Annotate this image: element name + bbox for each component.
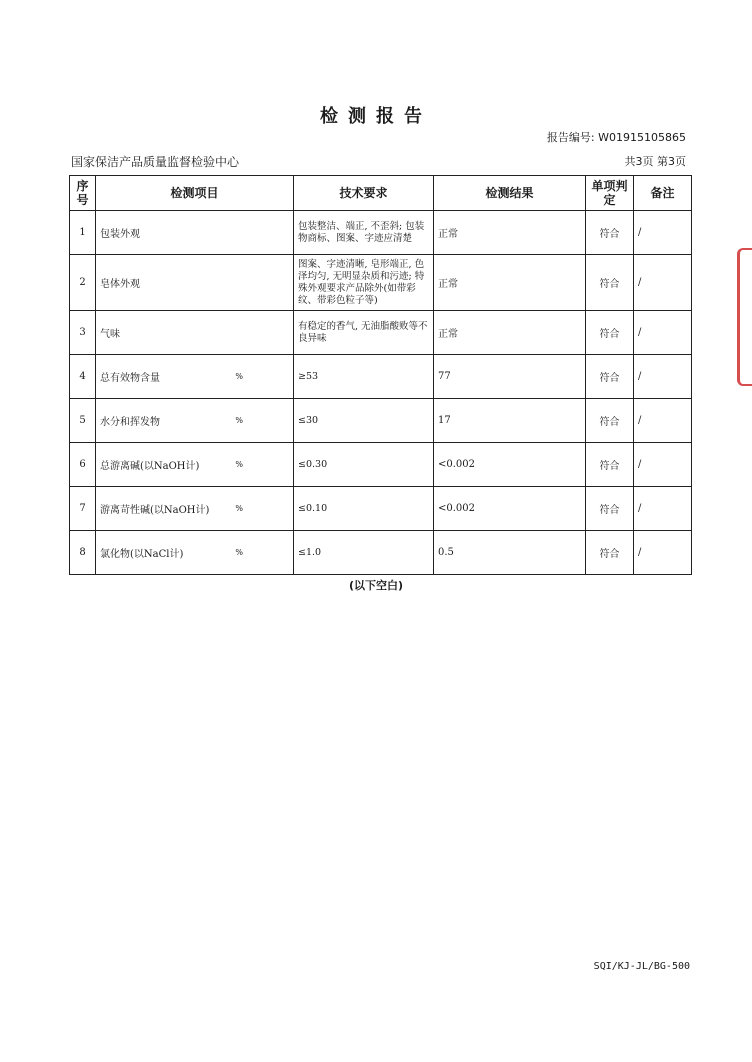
row-item-label: 氯化物(以NaCl计): [100, 549, 184, 560]
row-result: 正常: [434, 211, 586, 255]
column-header-seq: 序号: [70, 176, 96, 211]
row-seq: 7: [70, 487, 96, 531]
row-result: <0.002: [434, 487, 586, 531]
seal-stamp-edge: [737, 248, 752, 386]
row-note: /: [634, 311, 692, 355]
row-note: /: [634, 443, 692, 487]
row-item-label: 包装外观: [100, 229, 140, 240]
row-result: 正常: [434, 255, 586, 311]
report-number: 报告编号: W01915105865: [546, 131, 686, 144]
row-requirement: ≤0.10: [294, 487, 434, 531]
row-seq: 1: [70, 211, 96, 255]
row-note: /: [634, 211, 692, 255]
row-item: [96, 531, 294, 575]
row-item-label: 总有效物含量: [100, 373, 160, 384]
row-note: /: [634, 487, 692, 531]
row-item: [96, 311, 294, 355]
row-verdict: 符合: [586, 311, 634, 355]
table-row: [70, 311, 692, 355]
form-code: SQI/KJ-JL/BG-500: [593, 961, 690, 972]
column-header-result: 检测结果: [434, 176, 586, 211]
row-unit: %: [235, 548, 243, 557]
row-item: [96, 355, 294, 399]
row-requirement: ≤30: [294, 399, 434, 443]
row-requirement: ≤1.0: [294, 531, 434, 575]
row-seq: 5: [70, 399, 96, 443]
row-item: [96, 443, 294, 487]
row-item-label: 水分和挥发物: [100, 417, 160, 428]
row-requirement: 包装整洁、端正, 不歪斜; 包装物商标、图案、字迹应清楚: [294, 211, 434, 255]
row-item: [96, 487, 294, 531]
row-requirement: 有稳定的香气, 无油脂酸败等不良异味: [294, 311, 434, 355]
column-header-verdict: 单项判定: [586, 176, 634, 211]
row-seq: 8: [70, 531, 96, 575]
row-requirement: ≥53: [294, 355, 434, 399]
row-item-label: 气味: [100, 329, 120, 340]
row-unit: %: [235, 372, 243, 381]
row-note: /: [634, 355, 692, 399]
blank-below-note: (以下空白): [348, 579, 404, 592]
row-unit: %: [235, 416, 243, 425]
row-result: 0.5: [434, 531, 586, 575]
row-verdict: 符合: [586, 399, 634, 443]
column-header-note: 备注: [634, 176, 692, 211]
row-item: [96, 399, 294, 443]
row-unit: %: [235, 460, 243, 469]
center-name: 国家保洁产品质量监督检验中心: [71, 155, 240, 169]
row-result: 17: [434, 399, 586, 443]
row-verdict: 符合: [586, 443, 634, 487]
row-seq: 6: [70, 443, 96, 487]
table-row: [70, 355, 692, 399]
row-verdict: 符合: [586, 355, 634, 399]
column-header-requirement: 技术要求: [294, 176, 434, 211]
row-result: 正常: [434, 311, 586, 355]
table-row: [70, 443, 692, 487]
row-requirement: 图案、字迹清晰, 皂形端正, 色泽均匀, 无明显杂质和污迹; 特殊外观要求产品除外(如带彩纹、带彩色粒子等): [294, 255, 434, 311]
row-verdict: 符合: [586, 211, 634, 255]
row-verdict: 符合: [586, 531, 634, 575]
table-row: [70, 255, 692, 311]
row-item: [96, 211, 294, 255]
table-header-row: [70, 176, 692, 211]
row-item: [96, 255, 294, 311]
table-row: [70, 487, 692, 531]
row-note: /: [634, 399, 692, 443]
row-seq: 3: [70, 311, 96, 355]
test-results-table: [69, 175, 692, 575]
row-item-label: 皂体外观: [100, 279, 140, 290]
table-row: [70, 531, 692, 575]
page-info: 共3页 第3页: [624, 155, 686, 168]
row-requirement: ≤0.30: [294, 443, 434, 487]
row-seq: 2: [70, 255, 96, 311]
row-item-label: 总游离碱(以NaOH计): [100, 461, 200, 472]
row-item-label: 游离苛性碱(以NaOH计): [100, 505, 210, 516]
row-note: /: [634, 531, 692, 575]
row-note: /: [634, 255, 692, 311]
table-row: [70, 399, 692, 443]
row-verdict: 符合: [586, 255, 634, 311]
table-row: [70, 211, 692, 255]
row-unit: %: [235, 504, 243, 513]
column-header-item: 检测项目: [96, 176, 294, 211]
row-seq: 4: [70, 355, 96, 399]
row-result: 77: [434, 355, 586, 399]
page-title: 检测报告: [320, 106, 432, 127]
row-result: <0.002: [434, 443, 586, 487]
row-verdict: 符合: [586, 487, 634, 531]
